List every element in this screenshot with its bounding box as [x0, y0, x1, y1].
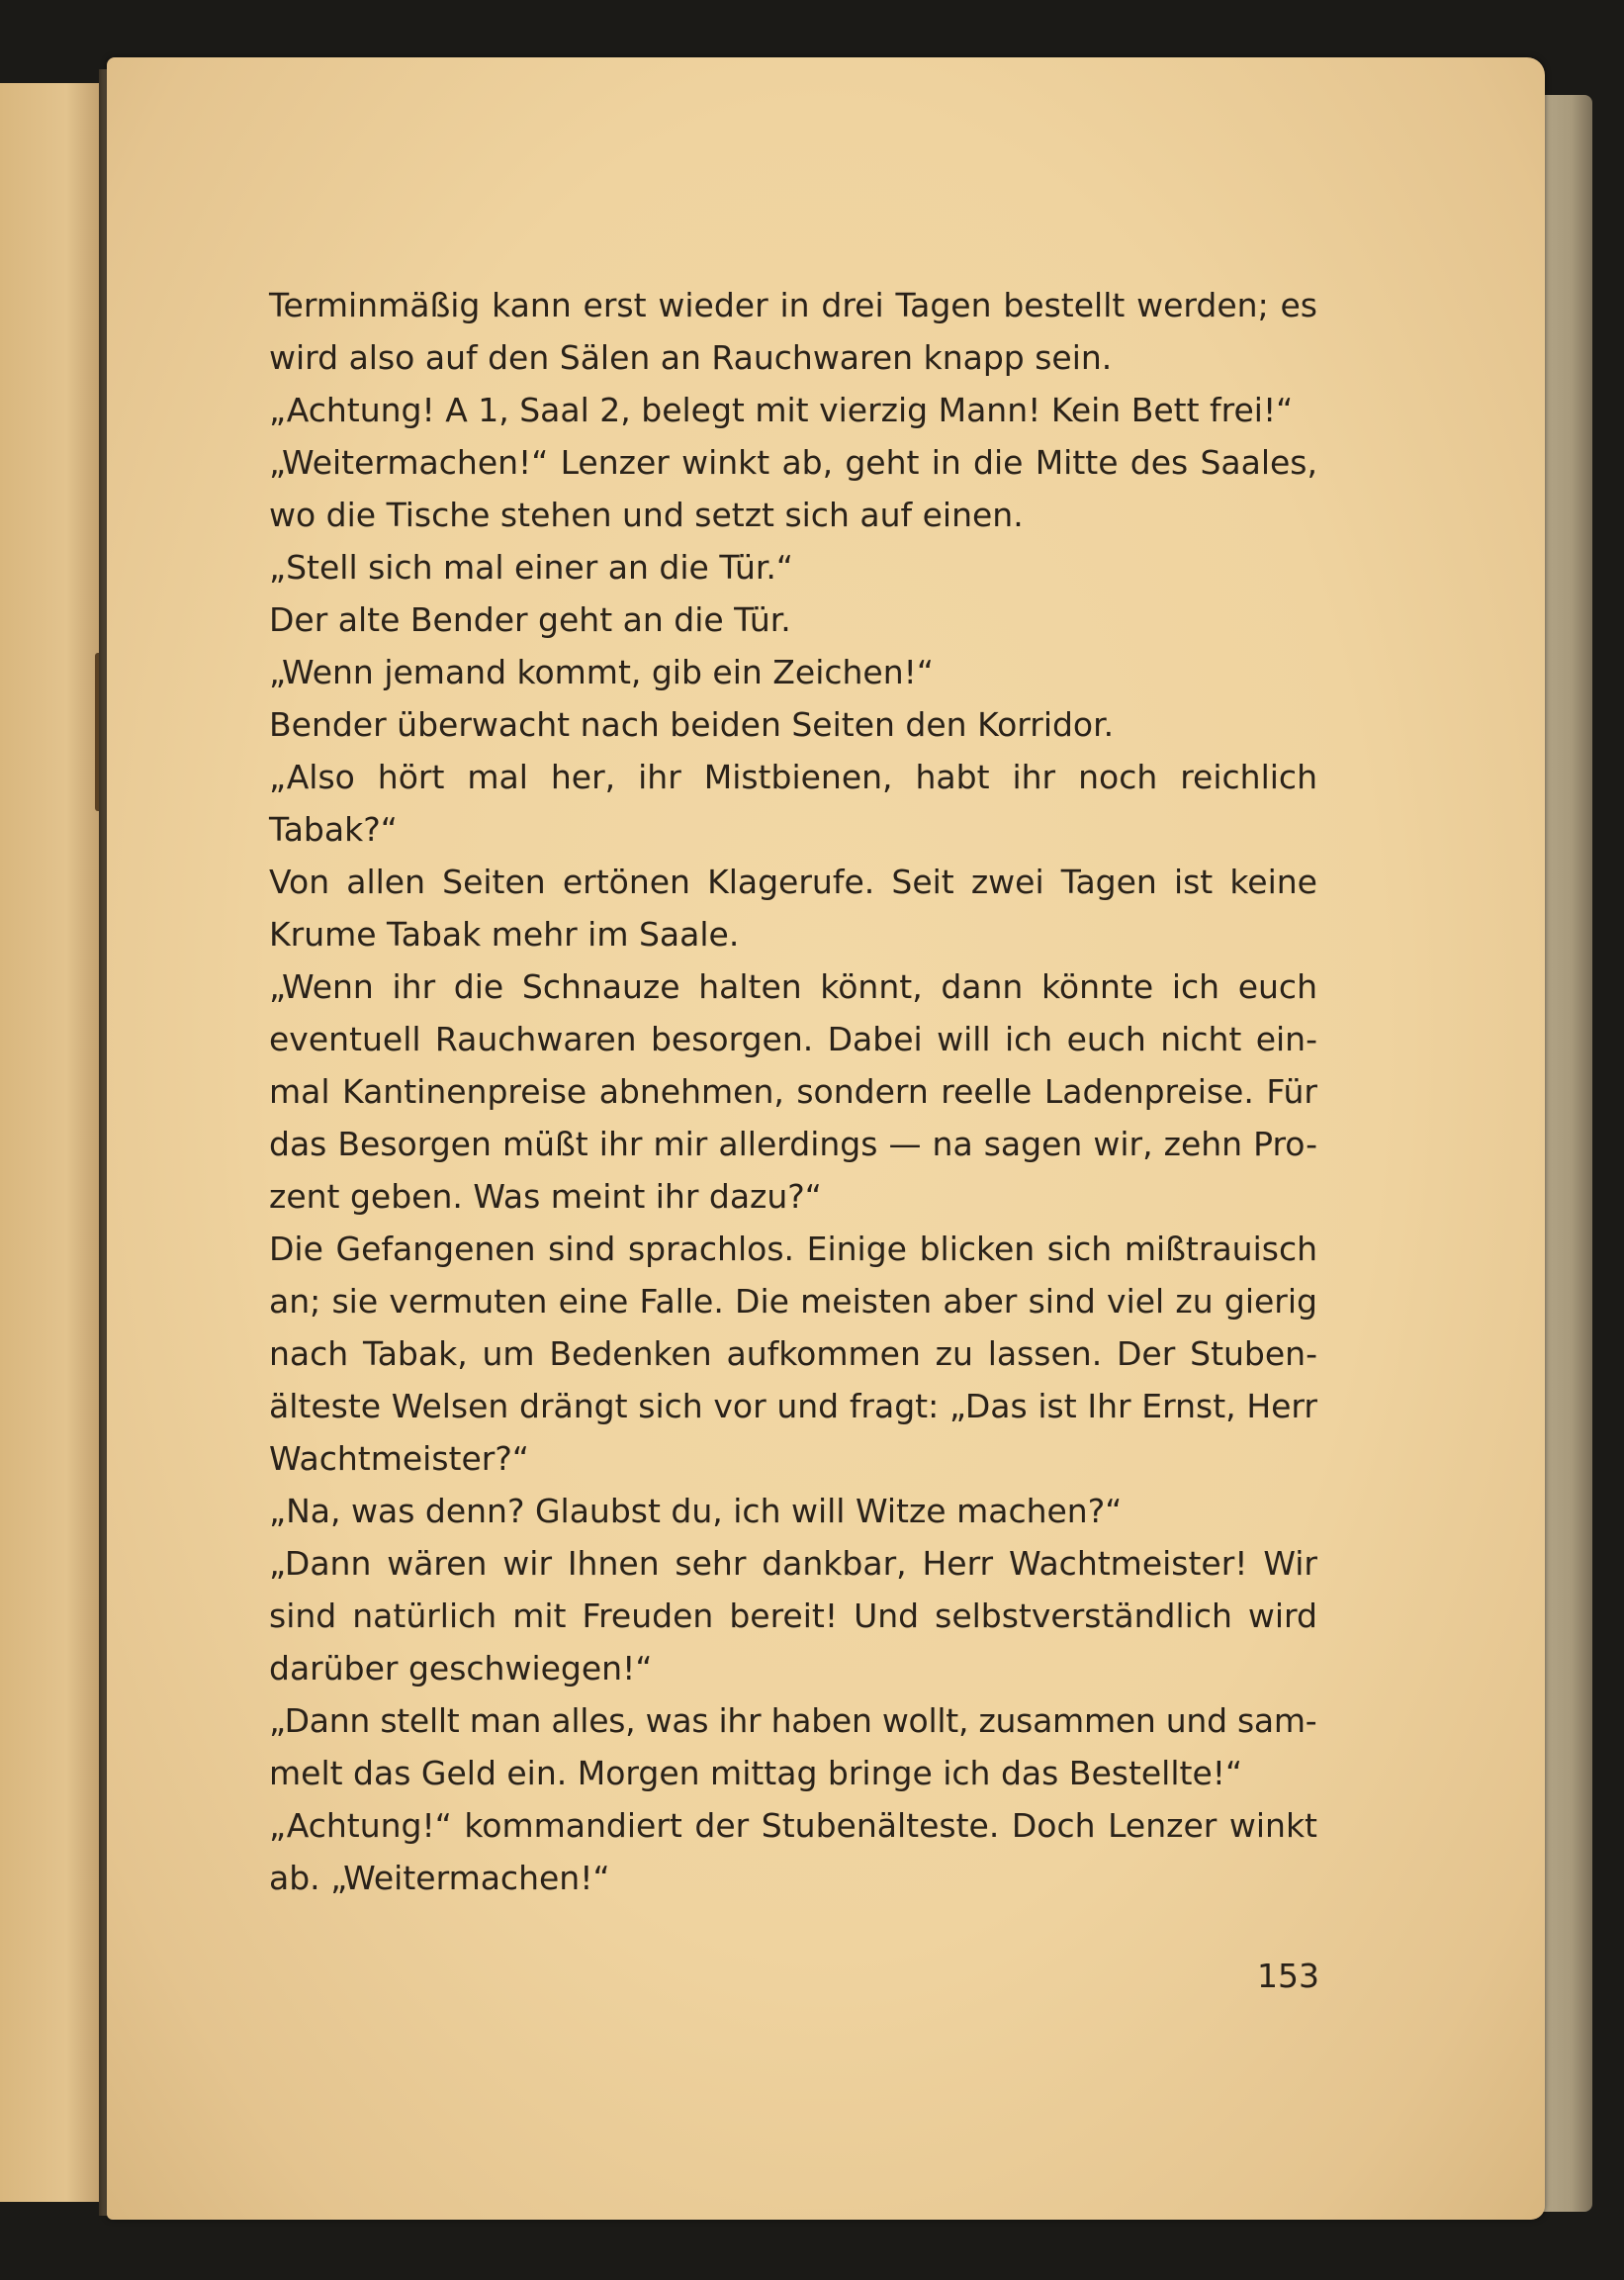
text-line: das Besorgen müßt ihr mir allerdings — na sagen wir, zehn Pro- — [269, 1125, 1317, 1163]
text-line: „Dann stellt man alles, was ihr haben wollt, zusammen und sam- — [269, 1701, 1317, 1740]
text-line: „Achtung! A 1, Saal 2, belegt mit vierzig Mann! Kein Bett frei!“ — [269, 391, 1294, 429]
text-line: wird also auf den Sälen an Rauchwaren knapp sein. — [269, 338, 1113, 377]
text-line: nach Tabak, um Bedenken aufkommen zu lassen. Der Stuben- — [269, 1334, 1317, 1373]
text-line: mal Kantinenpreise abnehmen, sondern reelle Ladenpreise. Für — [269, 1072, 1317, 1111]
left-page-edge — [0, 83, 111, 2202]
text-line: darüber geschwiegen!“ — [269, 1649, 653, 1687]
text-line: „Dann wären wir Ihnen sehr dankbar, Herr Wachtmeister! Wir — [269, 1544, 1317, 1583]
text-line: „Wenn jemand kommt, gib ein Zeichen!“ — [269, 653, 934, 691]
text-line: Der alte Bender geht an die Tür. — [269, 600, 791, 639]
text-line: älteste Welsen drängt sich vor und fragt: „Das ist Ihr Ernst, Herr — [269, 1387, 1317, 1425]
text-line: „Also hört mal her, ihr Mistbienen, habt ihr noch reichlich — [269, 758, 1317, 796]
text-line: „Wenn ihr die Schnauze halten könnt, dann könnte ich euch — [269, 967, 1317, 1006]
text-line: Die Gefangenen sind sprachlos. Einige blicken sich mißtrauisch — [269, 1230, 1317, 1268]
text-line: Krume Tabak mehr im Saale. — [269, 915, 740, 954]
text-line: „Na, was denn? Glaubst du, ich will Witze machen?“ — [269, 1492, 1123, 1530]
page-number: 153 — [1257, 1957, 1319, 1995]
text-line: Von allen Seiten ertönen Klagerufe. Seit zwei Tagen ist keine — [269, 863, 1317, 901]
text-line: Wachtmeister?“ — [269, 1439, 529, 1478]
text-line: Bender überwacht nach beiden Seiten den Korridor. — [269, 705, 1115, 744]
text-line: eventuell Rauchwaren besorgen. Dabei will ich euch nicht ein- — [269, 1020, 1317, 1058]
text-line: zent geben. Was meint ihr dazu?“ — [269, 1177, 822, 1216]
page-body-text — [269, 279, 1317, 1904]
text-line: an; sie vermuten eine Falle. Die meisten aber sind viel zu gierig — [269, 1282, 1317, 1321]
text-line: wo die Tische stehen und setzt sich auf einen. — [269, 496, 1024, 534]
text-line: sind natürlich mit Freuden bereit! Und selbstverständlich wird — [269, 1596, 1317, 1635]
text-line: Terminmäßig kann erst wieder in drei Tagen bestellt werden; es — [269, 286, 1317, 324]
text-line: „Stell sich mal einer an die Tür.“ — [269, 548, 793, 587]
text-line: ab. „Weitermachen!“ — [269, 1859, 610, 1897]
text-line: melt das Geld ein. Morgen mittag bringe ich das Bestellte!“ — [269, 1754, 1243, 1792]
text-line: „Achtung!“ kommandiert der Stubenälteste. Doch Lenzer winkt — [269, 1806, 1317, 1845]
text-line: Tabak?“ — [269, 810, 398, 849]
text-line: „Weitermachen!“ Lenzer winkt ab, geht in die Mitte des Saales, — [269, 443, 1317, 482]
